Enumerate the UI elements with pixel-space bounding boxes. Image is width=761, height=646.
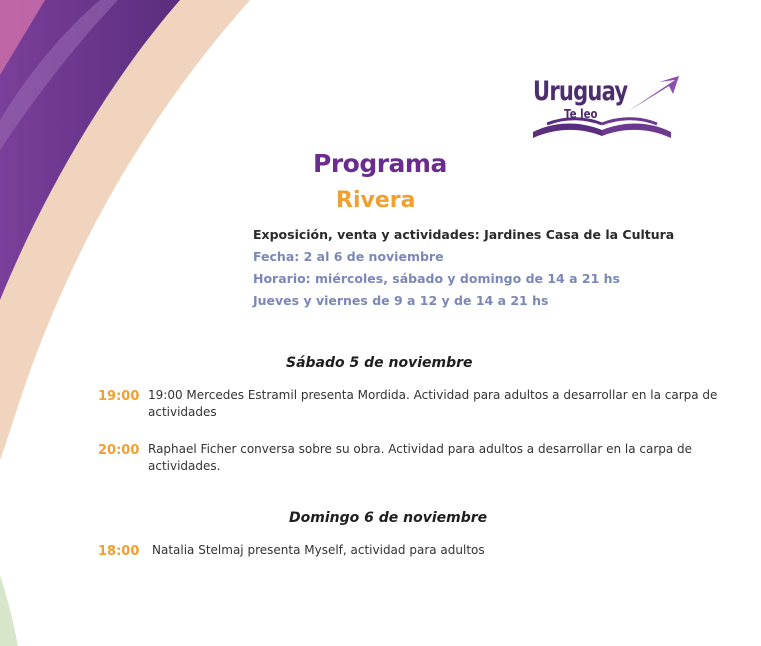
event-description: Natalia Stelmaj presenta Myself, actividad para adultos — [152, 543, 485, 557]
day-heading-sunday: Domingo 6 de noviembre — [289, 510, 488, 526]
logo-wordmark: Uruguay — [533, 76, 628, 107]
event-description: Raphael Ficher conversa sobre su obra. Actividad para adultos a desarrollar en la carpa de actividades. — [148, 442, 693, 473]
location-line: Exposición, venta y actividades: Jardines Casa de la Cultura — [253, 227, 675, 242]
date-line: Fecha: 2 al 6 de noviembre — [253, 249, 444, 264]
day-heading-saturday: Sábado 5 de noviembre — [286, 355, 473, 371]
hours-line: Horario: miércoles, sábado y domingo de 14 a 21 hs — [253, 271, 620, 286]
green-swoosh — [0, 575, 18, 646]
uruguay-te-leo-logo — [527, 72, 687, 144]
page-subtitle: Rivera — [336, 188, 416, 213]
logo-tagline: Te leo — [564, 107, 598, 121]
event-description: 19:00 Mercedes Estramil presenta Mordida. Actividad para adultos a desarrollar en la carpa de actividades — [148, 388, 718, 419]
weekday-hours-line: Jueves y viernes de 9 a 12 y de 14 a 21 hs — [253, 293, 549, 308]
event-time: 19:00 — [98, 389, 140, 404]
event-time: 18:00 — [98, 544, 140, 559]
event-time: 20:00 — [98, 443, 140, 458]
page-title: Programa — [313, 149, 447, 178]
